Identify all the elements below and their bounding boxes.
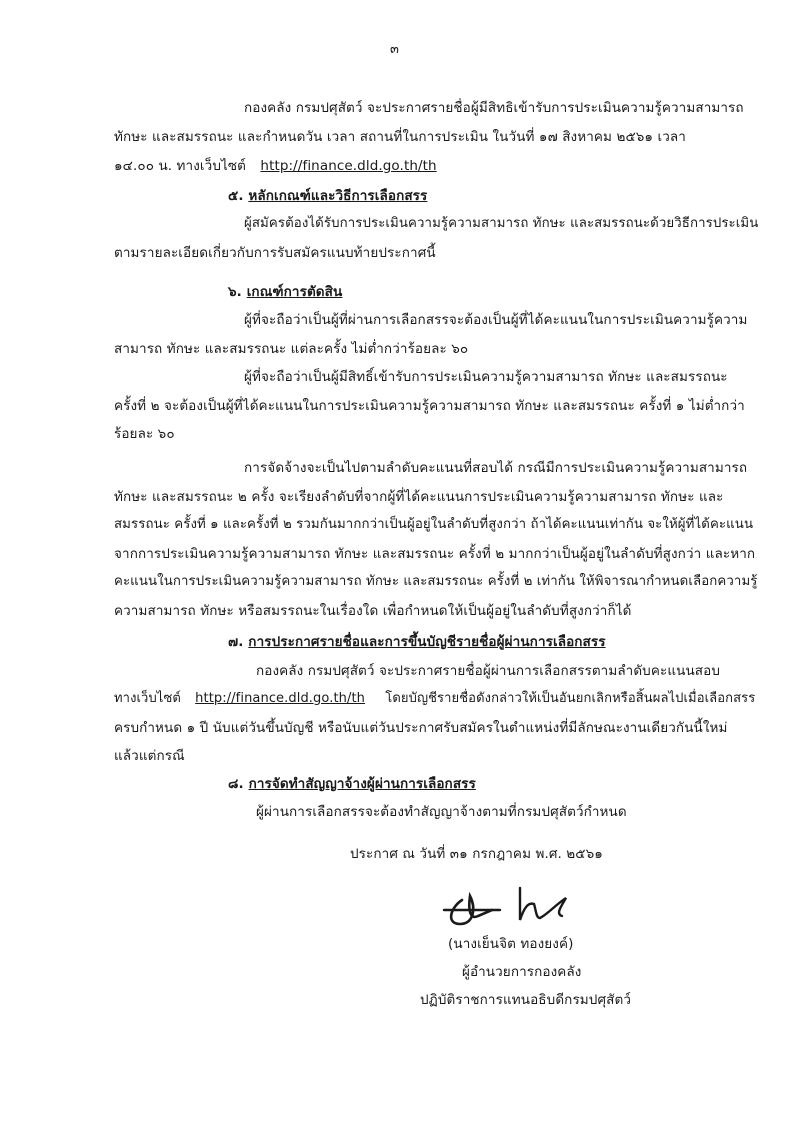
- p1-line3: [114, 157, 437, 175]
- section-6-number: ๖.: [228, 284, 242, 300]
- section-6-heading: [228, 283, 342, 301]
- section-7-heading: [228, 633, 606, 651]
- s6-a2: สามารถ ทักษะ และสมรรถนะ แต่ละครั้ง ไม่ต่ำกว่าร้อยละ ๖๐: [114, 341, 469, 357]
- s6-c3: สมรรถนะ ครั้งที่ ๑ และครั้งที่ ๒ รวมกันมากกว่าเป็นผู้อยู่ในลำดับที่สูงกว่า ถ้าได้คะแนนเท่ากัน จะให้ผู้ที่ได้คะแนน: [114, 517, 754, 532]
- s7-line1: กองคลัง กรมปศุสัตว์ จะประกาศรายชื่อผู้ผ่านการเลือกสรรตามลำดับคะแนนสอบ: [256, 663, 721, 679]
- signatory-name: (นางเย็นจิต ทองยงค์): [448, 936, 574, 952]
- page-number: ๓: [390, 42, 399, 57]
- section-5-heading: [228, 187, 427, 205]
- s7-line2-suffix: โดยบัญชีรายชื่อดังกล่าวให้เป็นอันยกเลิกหรือสิ้นผลไปเมื่อเลือกสรร: [385, 691, 756, 706]
- s6-b1: ผู้ที่จะถือว่าเป็นผู้มีสิทธิ์เข้ารับการประเมินความรู้ความสามารถ ทักษะ และสมรรถนะ: [244, 369, 728, 385]
- s7-line2: [114, 690, 755, 708]
- section-7-number: ๗.: [228, 634, 244, 650]
- p1-line3-prefix: ๑๔.๐๐ น. ทางเว็บไซต์: [114, 158, 247, 174]
- signatory-position: ผู้อำนวยการกองคลัง: [462, 964, 582, 980]
- section-6-title: เกณฑ์การตัดสิน: [246, 284, 343, 300]
- s6-b3: ร้อยละ ๖๐: [114, 426, 175, 442]
- section-8-number: ๘.: [228, 776, 244, 792]
- s7-line2-prefix: ทางเว็บไซต์: [114, 691, 181, 706]
- finance-url-link-2[interactable]: http://finance.dld.go.th/th: [195, 691, 366, 706]
- s6-c4: จากการประเมินความรู้ความสามารถ ทักษะ และสมรรถนะ ครั้งที่ ๒ มากกว่าเป็นผู้อยู่ในลำดับที่สูงกว่า และหาก: [114, 546, 756, 562]
- s7-line3: ครบกำหนด ๑ ปี นับแต่วันขึ้นบัญชี หรือนับแต่วันประกาศรับสมัครในตำแหน่งที่มีลักษณะงานเดียวกันนี้ใหม่: [114, 720, 728, 736]
- s6-c6: ความสามารถ ทักษะ หรือสมรรถนะในเรื่องใด เพื่อกำหนดให้เป็นผู้อยู่ในลำดับที่สูงกว่าก็ได้: [114, 603, 632, 619]
- announcement-date: ประกาศ ณ วันที่ ๓๑ กรกฎาคม พ.ศ. ๒๕๖๑: [350, 846, 603, 862]
- s6-a1: ผู้ที่จะถือว่าเป็นผู้ที่ผ่านการเลือกสรรจะต้องเป็นผู้ที่ได้คะแนนในการประเมินความรู้ความ: [244, 312, 748, 328]
- section-7-title: การประกาศรายชื่อและการขึ้นบัญชีรายชื่อผู้ผ่านการเลือกสรร: [248, 634, 606, 650]
- s6-c5: คะแนนในการประเมินความรู้ความสามารถ ทักษะ และสมรรถนะ ครั้งที่ ๒ เท่ากัน ให้พิจารณากำหนดเลือกความรู้: [114, 574, 758, 589]
- section-5-title: หลักเกณฑ์และวิธีการเลือกสรร: [248, 188, 428, 204]
- p1-line1: กองคลัง กรมปศุสัตว์ จะประกาศรายชื่อผู้มีสิทธิเข้ารับการประเมินความรู้ความสามารถ: [244, 100, 744, 116]
- section-8-heading: [228, 775, 476, 793]
- s5-line2: ตามรายละเอียดเกี่ยวกับการรับสมัครแนบท้ายประกาศนี้: [114, 245, 436, 261]
- s6-c1: การจัดจ้างจะเป็นไปตามลำดับคะแนนที่สอบได้ กรณีมีการประเมินความรู้ความสามารถ: [244, 460, 748, 476]
- s6-b2: ครั้งที่ ๒ จะต้องเป็นผู้ที่ได้คะแนนในการประเมินความรู้ความสามารถ ทักษะ และสมรรถนะ ครั้งที่ ๑ ไม่ต่ำกว่า: [114, 398, 745, 414]
- s6-c2: ทักษะ และสมรรถนะ ๒ ครั้ง จะเรียงลำดับที่จากผู้ที่ได้คะแนนการประเมินความรู้ความสามารถ ทักษะ และ: [114, 489, 724, 505]
- p1-line2: ทักษะ และสมรรถนะ และกำหนดวัน เวลา สถานที่ในการประเมิน ในวันที่ ๑๗ สิงหาคม ๒๕๖๑ เวลา: [114, 129, 686, 145]
- section-8-title: การจัดทำสัญญาจ้างผู้ผ่านการเลือกสรร: [248, 776, 476, 792]
- section-5-number: ๕.: [228, 188, 244, 204]
- finance-url-link-1[interactable]: http://finance.dld.go.th/th: [260, 158, 437, 174]
- signature-image: [440, 880, 590, 930]
- signatory-acting-position: ปฏิบัติราชการแทนอธิบดีกรมปศุสัตว์: [420, 992, 632, 1008]
- s7-line4: แล้วแต่กรณี: [114, 748, 185, 764]
- s5-line1: ผู้สมัครต้องได้รับการประเมินความรู้ความสามารถ ทักษะ และสมรรถนะด้วยวิธีการประเมิน: [244, 216, 759, 231]
- s8-line1: ผู้ผ่านการเลือกสรรจะต้องทำสัญญาจ้างตามที่กรมปศุสัตว์กำหนด: [256, 804, 627, 820]
